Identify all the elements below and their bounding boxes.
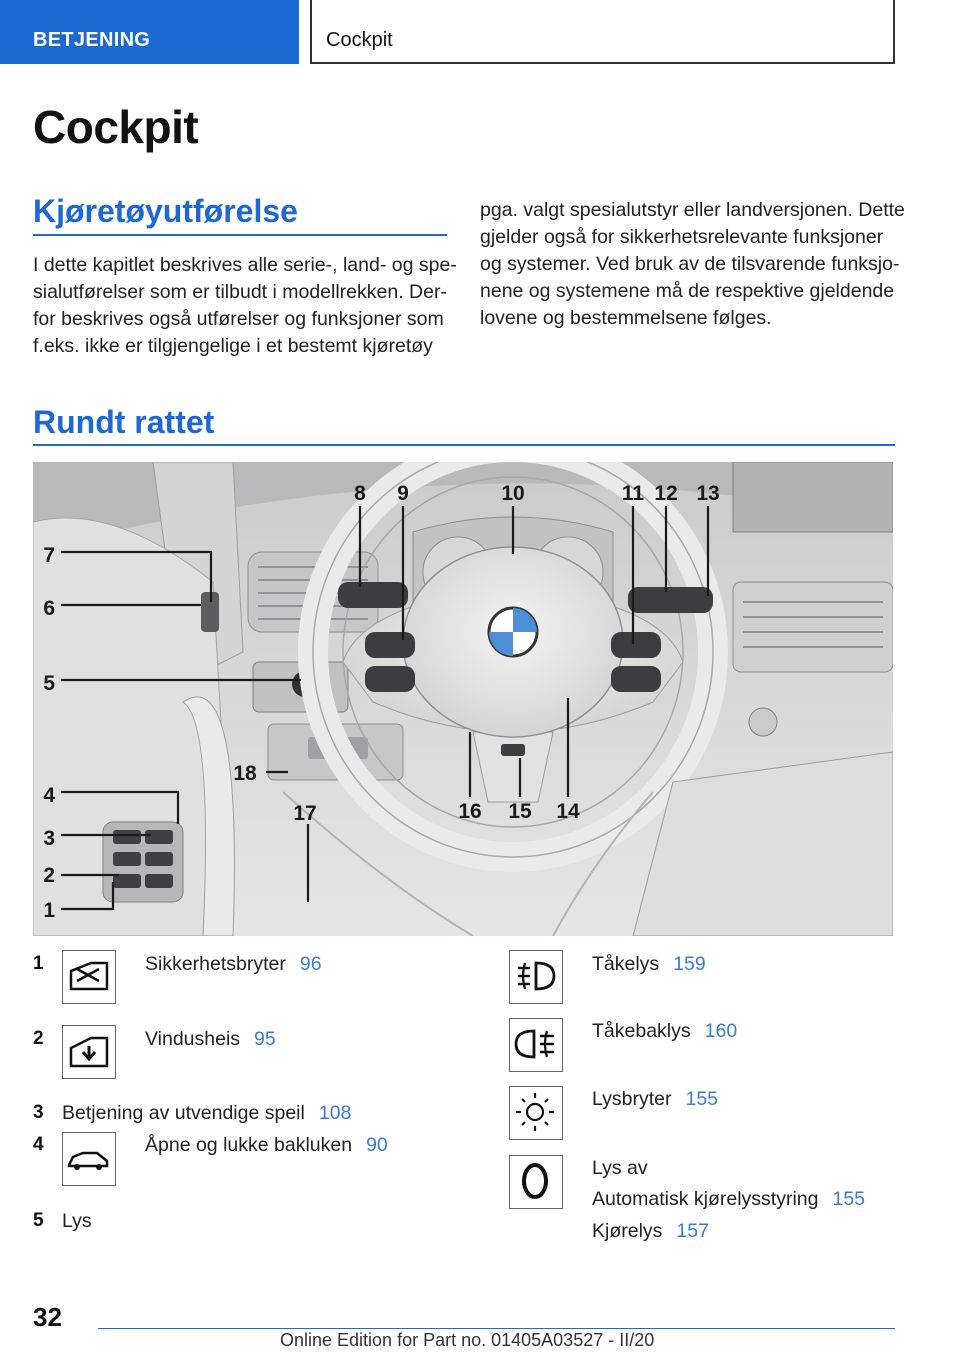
intro-line: f.eks. ikke er tilgjengelige i et bestemt kjøretøy	[33, 335, 433, 357]
callout-14: 14	[556, 800, 580, 823]
intro-line: nene og systemene må de respektive gjeldende	[480, 280, 895, 302]
legend-label: Tåkelys	[592, 953, 660, 975]
section-heading-kjoretoyutforelse: Kjøretøyutførelse	[33, 193, 298, 229]
legend-label: Sikkerhetsbryter	[145, 953, 286, 975]
legend-number: 3	[33, 1102, 44, 1123]
callout-3: 3	[43, 827, 55, 850]
footer-rule	[98, 1328, 895, 1329]
window-lift-icon	[62, 1025, 116, 1079]
section-heading-rule	[33, 234, 447, 236]
callout-17: 17	[293, 802, 317, 825]
page-reference-link[interactable]: 95	[254, 1028, 276, 1050]
page-title: Cockpit	[33, 101, 199, 153]
legend-label: Åpne og lukke bakluken	[145, 1134, 353, 1156]
legend-entry	[592, 1220, 709, 1243]
page-reference-link[interactable]: 96	[299, 953, 322, 975]
intro-line: pga. valgt spesialutstyr eller landversjonen. Dette	[480, 199, 905, 221]
legend-label: Lys	[62, 1210, 92, 1232]
page-reference-link[interactable]: 159	[673, 953, 706, 975]
rear-fog-light-icon	[509, 1018, 563, 1072]
legend-entry	[145, 953, 322, 976]
callout-8: 8	[354, 482, 366, 505]
legend-label: Tåkebaklys	[592, 1020, 691, 1042]
callout-16: 16	[458, 800, 482, 823]
intro-line: lovene og bestemmelsene følges.	[480, 307, 772, 329]
cockpit-drawing	[33, 462, 893, 936]
legend-label: Kjørelys	[592, 1220, 663, 1242]
section-heading-rundt-rattet: Rundt rattet	[33, 404, 215, 440]
legend-label: Vindusheis	[145, 1028, 241, 1050]
intro-paragraph-col1	[33, 252, 457, 360]
legend-label: Automatisk kjørelysstyring	[592, 1188, 819, 1210]
callout-6: 6	[43, 597, 55, 620]
legend-entry	[62, 1102, 351, 1125]
legend-entry	[62, 1210, 92, 1233]
page-reference-link[interactable]: 155	[832, 1188, 866, 1210]
footer-edition: Online Edition for Part no. 01405A03527 - II/20	[280, 1330, 655, 1350]
page-reference-link[interactable]: 90	[366, 1134, 388, 1156]
intro-line: sialutførelser som er tilbudt i modellrekken. Der-	[33, 281, 447, 303]
legend-entry	[592, 1088, 718, 1111]
callout-7: 7	[43, 544, 55, 567]
legend-number: 2	[33, 1028, 44, 1049]
callout-12: 12	[654, 482, 678, 505]
safety-switch-icon	[62, 950, 116, 1004]
legend-label: Betjening av utvendige speil	[62, 1102, 305, 1124]
callout-10: 10	[501, 482, 525, 505]
callout-13: 13	[696, 482, 720, 505]
page-reference-link[interactable]: 108	[318, 1102, 352, 1124]
tailgate-icon	[62, 1132, 116, 1186]
legend-entry	[145, 1134, 388, 1157]
legend-number: 5	[33, 1210, 44, 1231]
intro-paragraph-col2	[480, 197, 905, 332]
header-chapter-title: Cockpit	[310, 0, 895, 64]
intro-line: og systemer. Ved bruk av de tilsvarende funksjo-	[480, 253, 900, 275]
callout-1: 1	[43, 899, 55, 922]
legend-entry	[145, 1028, 276, 1051]
page-reference-link[interactable]: 155	[685, 1088, 719, 1110]
callout-5: 5	[43, 672, 55, 695]
page-reference-link[interactable]: 157	[676, 1220, 709, 1242]
intro-line: I dette kapitlet beskrives alle serie-, land- og spe-	[33, 254, 457, 276]
legend-label: Lysbryter	[592, 1088, 672, 1110]
lights-off-icon	[509, 1155, 563, 1209]
header-section-tab: BETJENING	[0, 0, 299, 64]
legend-entry	[592, 1020, 737, 1043]
callout-2: 2	[43, 864, 55, 887]
callout-9: 9	[397, 482, 409, 505]
callout-4: 4	[43, 784, 55, 807]
section-heading-rule	[33, 444, 895, 446]
legend-entry	[592, 1188, 865, 1211]
callout-15: 15	[508, 800, 532, 823]
legend-entry	[592, 1157, 648, 1180]
light-switch-icon	[509, 1086, 563, 1140]
callout-11: 11	[621, 482, 645, 505]
legend-number: 1	[33, 953, 44, 974]
intro-line: gjelder også for sikkerhetsrelevante funksjoner	[480, 226, 884, 248]
page-reference-link[interactable]: 160	[704, 1020, 738, 1042]
legend-label: Lys av	[592, 1157, 648, 1179]
legend-number: 4	[33, 1134, 44, 1155]
front-fog-light-icon	[509, 950, 563, 1004]
legend-entry	[592, 953, 706, 976]
page-number: 32	[33, 1302, 62, 1332]
cockpit-illustration	[33, 462, 893, 936]
intro-line: for beskrives også utførelser og funksjoner som	[33, 308, 444, 330]
callout-18: 18	[233, 762, 257, 785]
